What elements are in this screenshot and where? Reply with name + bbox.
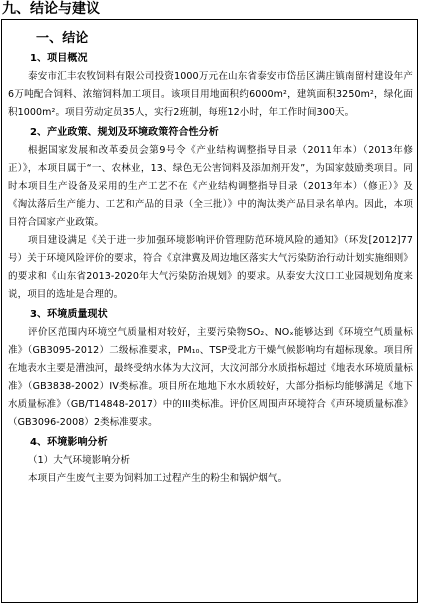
content-body xyxy=(8,30,413,488)
subheading-air-impact: （1）大气环境影响分析 xyxy=(28,455,131,466)
paragraph-planning-compliance: 项目建设满足《关于进一步加强环境影响评价管理防范环境风险的通知》（环发[2012]77号）关于环境风险评价的要求，符合《京津冀及周边地区落实大气污染防治行动计划实施细则》的要求和《山东省2013-2020年大气污染防治规划》的要求。从泰安大汶口工业园规划角度来说，项目的选址是合理的。 xyxy=(8,235,413,300)
content-frame xyxy=(1,19,418,603)
paragraph-environment-quality: 评价区范围内环境空气质量相对较好，主要污染物SO₂、NOₓ能够达到《环境空气质量标准》（GB3095-2012）二级标准要求，PM₁₀、TSP受北方干燥气候影响均有超标现象。项目所在地表水主要是漕浊河，最终受纳水体为大汶河，大汶河部分水质指标超过《地表水环境质量标准》（GB3838-2002）IV类标准。项目所在地地下水水质较好，大部分指标均能够满足《地下水质量标准》（GB/T14848-2017）中的III类标准。评价区周围声环境符合《声环境质量标准》（GB3096-2008）2类标准要求。 xyxy=(8,327,413,428)
section-title: 一、结论 xyxy=(36,31,89,46)
heading-policy-compliance: 2、产业政策、规划及环境政策符合性分析 xyxy=(30,127,219,138)
heading-environment-quality: 3、环境质量现状 xyxy=(30,309,108,320)
paragraph-air-emissions: 本项目产生废气主要为饲料加工过程产生的粉尘和锅炉烟气。 xyxy=(28,473,288,484)
chapter-title: 九、结论与建议 xyxy=(2,1,100,17)
paragraph-industrial-policy: 根据国家发展和改革委员会第9号令《产业结构调整指导目录（2011年本）（2013年修正）》，本项目属于“一、农林业，13、绿色无公害饲料及添加剂开发”，为国家鼓励类项目。同时本项目生产设备及采用的生产工艺不在《产业结构调整指导目录（2013年本）（修正）》及《淘汰落后生产能力、工艺和产品的目录（全三批）》中的淘汰类产品目录名单内。因此，本项目符合国家产业政策。 xyxy=(8,145,413,228)
heading-impact-analysis: 4、环境影响分析 xyxy=(30,437,108,448)
heading-project-overview: 1、项目概况 xyxy=(30,53,88,64)
paragraph-project-overview: 泰安市汇丰农牧饲料有限公司投资1000万元在山东省泰安市岱岳区满庄镇南留村建设年产6万吨配合饲料、浓缩饲料加工项目。该项目用地面积约6000m²，建筑面积3250m²，绿化面积1000m²。项目劳动定员35人，实行2班制，每班12小时，年工作时间300天。 xyxy=(8,71,413,118)
